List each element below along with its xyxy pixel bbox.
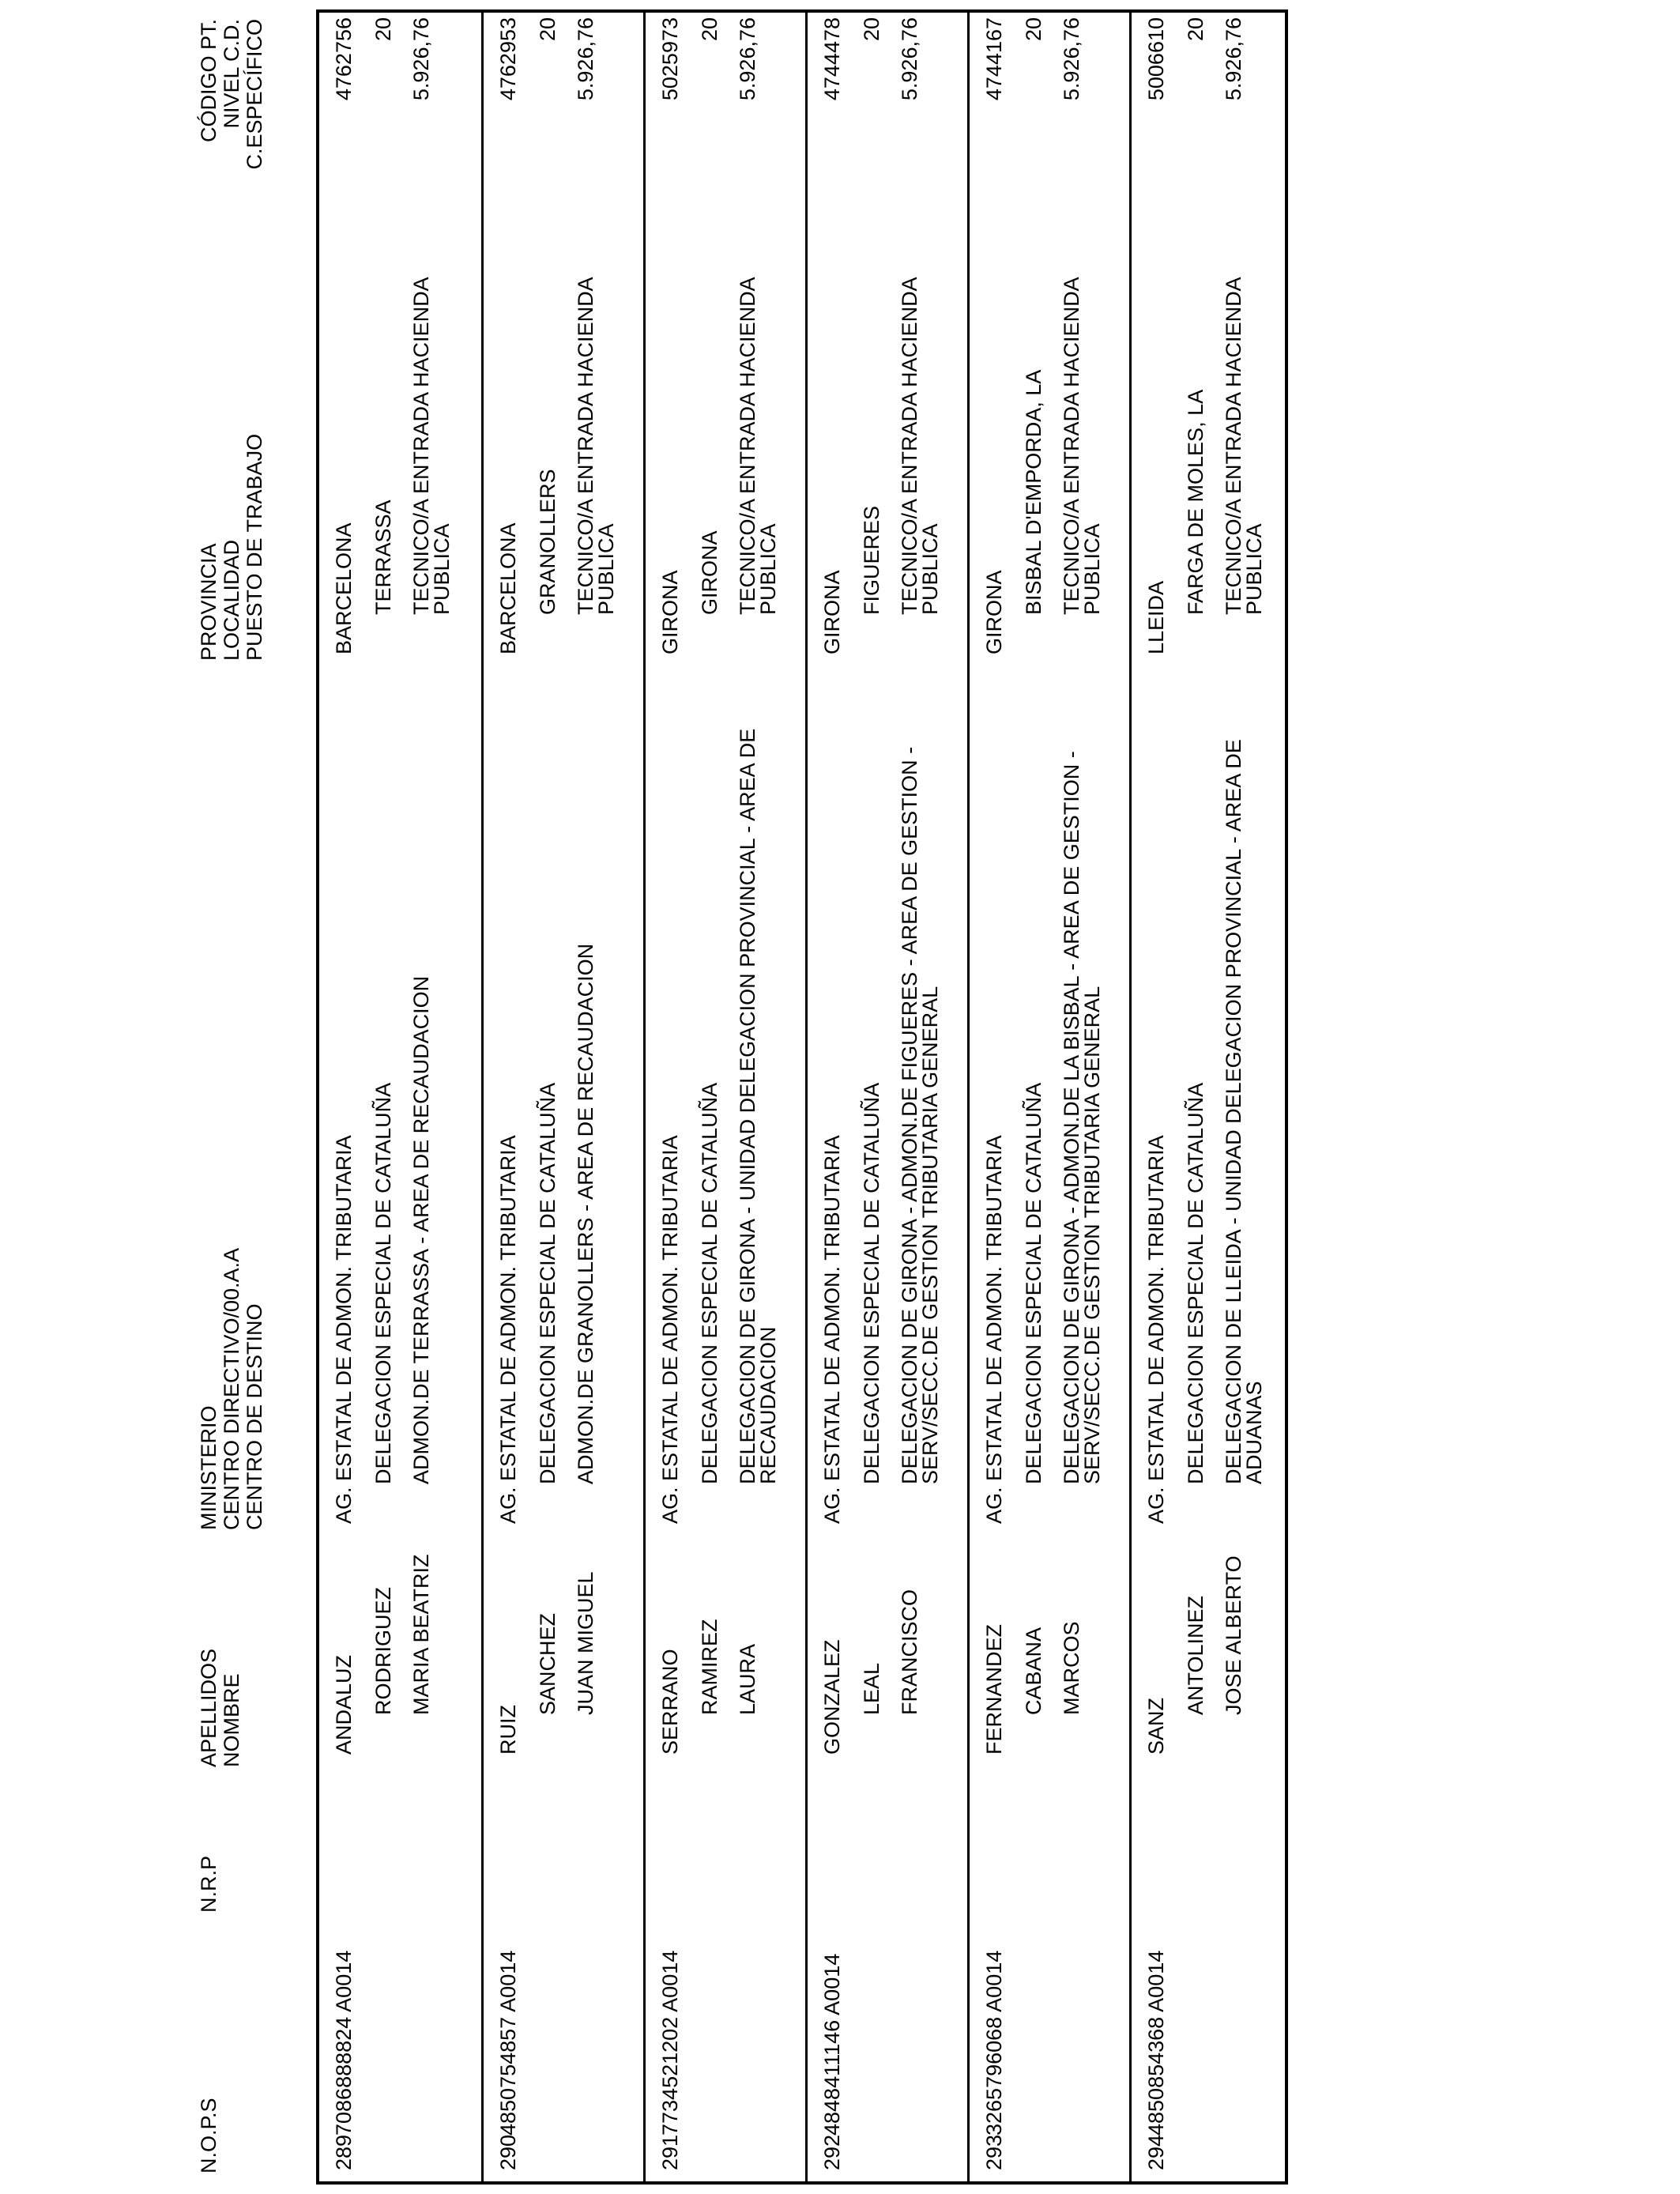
table-row — [1129, 13, 1291, 2181]
row-centro-destino: DELEGACION DE GIRONA - ADMON.DE LA BISBAL - AREA DE GESTION - SERV/SECC.DE GESTION TRIBUTARIA GENERAL — [1060, 751, 1104, 1484]
table-row — [643, 13, 805, 2181]
row-apellido2: RODRIGUEZ — [371, 1587, 395, 1715]
row-nrp: 3265796068 A0014 — [982, 1950, 1006, 2136]
row-ministerio: AG. ESTATAL DE ADMON. TRIBUTARIA — [820, 1135, 844, 1524]
row-number: 292 — [820, 2134, 844, 2170]
row-provincia: GIRONA — [982, 570, 1006, 654]
row-ministerio: AG. ESTATAL DE ADMON. TRIBUTARIA — [982, 1135, 1006, 1524]
row-especifico: 5.926,76 — [1060, 17, 1083, 101]
header-puesto-label: PUESTO DE TRABAJO — [243, 433, 266, 661]
row-especifico: 5.926,76 — [736, 17, 759, 101]
row-apellido1: FERNANDEZ — [982, 1623, 1006, 1755]
header-nops — [198, 2098, 220, 2173]
header-localidad-label: LOCALIDAD — [220, 539, 243, 661]
row-apellido2: ANTOLINEZ — [1184, 1595, 1207, 1715]
table-row — [967, 13, 1129, 2181]
row-codigo: 5025973 — [658, 17, 682, 101]
header-nops-label: N.O.P.S — [197, 2098, 220, 2173]
row-apellido1: GONZALEZ — [820, 1639, 844, 1755]
row-codigo: 4744478 — [820, 17, 844, 101]
row-nivel: 20 — [860, 17, 883, 42]
header-codigo — [198, 19, 266, 266]
row-provincia: GIRONA — [820, 570, 844, 654]
row-nivel: 20 — [698, 17, 721, 42]
row-nivel: 20 — [536, 17, 559, 42]
row-provincia: GIRONA — [658, 570, 682, 654]
row-especifico: 5.926,76 — [898, 17, 921, 101]
row-especifico: 5.926,76 — [574, 17, 597, 101]
header-nombre-label: NOMBRE — [220, 1673, 243, 1767]
row-nombre: MARCOS — [1060, 1621, 1083, 1715]
row-centro-destino: ADMON.DE TERRASSA - AREA DE RECAUDACION — [409, 975, 433, 1484]
row-localidad: FARGA DE MOLES, LA — [1184, 389, 1207, 615]
row-nrp: 7734521202 A0014 — [658, 1950, 682, 2136]
row-number: 293 — [982, 2134, 1006, 2170]
row-puesto: TECNICO/A ENTRADA HACIENDA PUBLICA — [574, 277, 618, 615]
row-puesto: TECNICO/A ENTRADA HACIENDA PUBLICA — [409, 277, 454, 615]
row-ministerio: AG. ESTATAL DE ADMON. TRIBUTARIA — [1144, 1135, 1168, 1524]
row-apellido1: ANDALUZ — [332, 1654, 356, 1755]
header-especifico-label: C.ESPECÍFICO — [243, 19, 266, 170]
row-codigo: 5006610 — [1144, 17, 1168, 101]
row-localidad: BISBAL D'EMPORDA, LA — [1022, 369, 1045, 615]
row-apellido2: RAMIREZ — [698, 1619, 721, 1715]
row-nombre: MARIA BEATRIZ — [409, 1554, 433, 1715]
header-codigo-label: CÓDIGO PT. — [197, 19, 220, 143]
row-localidad: FIGUERES — [860, 505, 883, 615]
row-apellido1: SANZ — [1144, 1697, 1168, 1755]
row-localidad: TERRASSA — [371, 499, 395, 615]
header-nrp-label: N.R.P — [197, 1855, 220, 1913]
row-puesto: TECNICO/A ENTRADA HACIENDA PUBLICA — [1060, 277, 1104, 615]
row-ministerio: AG. ESTATAL DE ADMON. TRIBUTARIA — [332, 1135, 356, 1524]
header-nivel-label: NIVEL C.D. — [220, 19, 243, 129]
row-apellido2: SANCHEZ — [536, 1612, 559, 1715]
row-ministerio: AG. ESTATAL DE ADMON. TRIBUTARIA — [496, 1135, 520, 1524]
row-centro-directivo: DELEGACION ESPECIAL DE CATALUÑA — [698, 1082, 721, 1484]
row-centro-destino: ADMON.DE GRANOLLERS - AREA DE RECAUDACION — [574, 943, 597, 1484]
header-centro-directivo-label: CENTRO DIRECTIVO/00.A.A — [220, 1247, 243, 1530]
row-provincia: BARCELONA — [496, 522, 520, 654]
row-centro-directivo: DELEGACION ESPECIAL DE CATALUÑA — [536, 1082, 559, 1484]
row-codigo: 4762953 — [496, 17, 520, 101]
row-centro-destino: DELEGACION DE GIRONA - UNIDAD DELEGACION PROVINCIAL - AREA DE RECAUDACION — [736, 728, 780, 1484]
row-nivel: 20 — [1184, 17, 1207, 42]
row-localidad: GRANOLLERS — [536, 469, 559, 615]
header-ministerio-label: MINISTERIO — [197, 1405, 220, 1530]
row-number: 291 — [658, 2134, 682, 2170]
table-row — [319, 13, 481, 2181]
table-row — [481, 13, 643, 2181]
row-centro-destino: DELEGACION DE GIRONA - ADMON.DE FIGUERES - AREA DE GESTION - SERV/SECC.DE GESTION TRIBUTARIA GENERAL — [898, 746, 942, 1484]
row-apellido2: CABANA — [1022, 1627, 1045, 1715]
row-nombre: FRANCISCO — [898, 1589, 921, 1715]
header-apellidos — [198, 1649, 243, 1767]
row-provincia: LLEIDA — [1144, 580, 1168, 654]
row-provincia: BARCELONA — [332, 522, 356, 654]
header-provincia — [198, 434, 266, 661]
row-centro-directivo: DELEGACION ESPECIAL DE CATALUÑA — [1022, 1082, 1045, 1484]
row-number: 289 — [332, 2134, 356, 2170]
row-nrp: 4848411146 A0014 — [820, 1953, 844, 2136]
row-localidad: GIRONA — [698, 530, 721, 615]
row-puesto: TECNICO/A ENTRADA HACIENDA PUBLICA — [736, 277, 780, 615]
row-nivel: 20 — [371, 17, 395, 42]
row-especifico: 5.926,76 — [409, 17, 433, 101]
header-centro-destino-label: CENTRO DE DESTINO — [243, 1303, 266, 1530]
row-puesto: TECNICO/A ENTRADA HACIENDA PUBLICA — [898, 277, 942, 615]
row-number: 290 — [496, 2134, 520, 2170]
row-apellido1: RUIZ — [496, 1705, 520, 1755]
row-nivel: 20 — [1022, 17, 1045, 42]
row-codigo: 4762756 — [332, 17, 356, 101]
row-centro-directivo: DELEGACION ESPECIAL DE CATALUÑA — [860, 1082, 883, 1484]
row-nrp: 4850854368 A0014 — [1144, 1950, 1168, 2136]
row-centro-destino: DELEGACION DE LLEIDA - UNIDAD DELEGACION PROVINCIAL - AREA DE ADUANAS — [1222, 739, 1266, 1484]
row-nombre: LAURA — [736, 1643, 759, 1715]
row-codigo: 4744167 — [982, 17, 1006, 101]
row-nrp: 7086888824 A0014 — [332, 1950, 356, 2136]
row-especifico: 5.926,76 — [1222, 17, 1245, 101]
header-provincia-label: PROVINCIA — [197, 543, 220, 661]
row-puesto: TECNICO/A ENTRADA HACIENDA PUBLICA — [1222, 277, 1266, 615]
header-ministerio — [198, 1248, 266, 1530]
row-ministerio: AG. ESTATAL DE ADMON. TRIBUTARIA — [658, 1135, 682, 1524]
records-table — [316, 9, 1288, 2185]
header-apellidos-label: APELLIDOS — [197, 1648, 220, 1767]
row-apellido2: LEAL — [860, 1662, 883, 1715]
row-centro-directivo: DELEGACION ESPECIAL DE CATALUÑA — [371, 1082, 395, 1484]
row-number: 294 — [1144, 2134, 1168, 2170]
row-nombre: JOSE ALBERTO — [1222, 1555, 1245, 1715]
row-nrp: 4850754857 A0014 — [496, 1950, 520, 2136]
header-nrp — [198, 1856, 220, 1913]
row-apellido1: SERRANO — [658, 1649, 682, 1755]
row-nombre: JUAN MIGUEL — [574, 1571, 597, 1715]
table-row — [805, 13, 967, 2181]
row-centro-directivo: DELEGACION ESPECIAL DE CATALUÑA — [1184, 1082, 1207, 1484]
